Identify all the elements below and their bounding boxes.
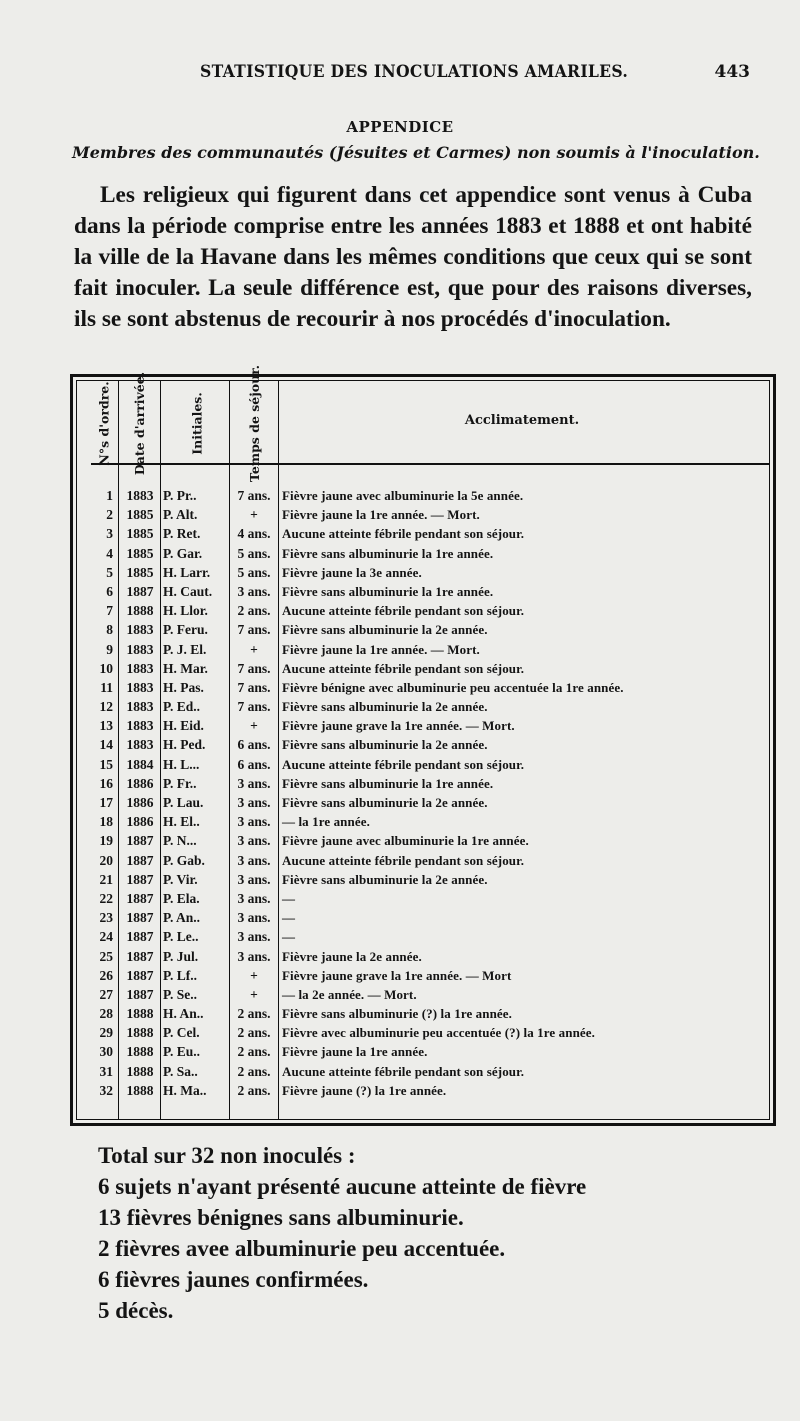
appendix-title: APPENDICE [346, 118, 454, 136]
table-row [77, 755, 769, 774]
row-duration: 3 ans. [237, 833, 271, 849]
row-date: 1887 [126, 871, 154, 887]
row-number: 5 [106, 564, 113, 580]
header-date [121, 371, 159, 475]
table-row [77, 1023, 769, 1042]
header-acclimatization: Acclimatement. [464, 413, 580, 428]
row-date: 1883 [126, 641, 154, 657]
row-number: 28 [99, 1006, 113, 1022]
row-acclimatization: Fièvre sans albuminurie la 1re année. [282, 775, 494, 791]
header-duration-label: Temps de séjour. [246, 364, 262, 482]
row-acclimatization: — la 1re année. [282, 814, 370, 830]
row-date: 1887 [126, 986, 154, 1002]
totals-heading: Total sur 32 non inoculés : [98, 1143, 356, 1168]
row-number: 22 [99, 890, 113, 906]
row-duration: 7 ans. [237, 488, 271, 503]
row-number: 12 [99, 699, 113, 715]
row-initials: P. Pr.. [163, 488, 197, 503]
table-row [77, 582, 769, 601]
header-number [91, 380, 117, 466]
row-duration: 3 ans. [237, 795, 271, 810]
statistics-table [70, 364, 776, 1126]
row-acclimatization: Fièvre jaune la 1re année. — Mort. [282, 507, 480, 523]
row-acclimatization: Aucune atteinte fébrile pendant son séjour. [282, 526, 525, 542]
table-row [77, 793, 769, 812]
row-number: 30 [99, 1044, 113, 1060]
row-date: 1887 [126, 967, 154, 983]
row-acclimatization: Fièvre sans albuminurie (?) la 1re année. [282, 1006, 513, 1022]
row-date: 1885 [126, 526, 154, 542]
row-number: 14 [99, 737, 113, 753]
row-initials: P. Sa.. [163, 1063, 198, 1079]
row-acclimatization: Aucune atteinte fébrile pendant son séjour. [282, 660, 525, 676]
row-number: 17 [99, 795, 113, 810]
row-acclimatization: — [282, 910, 296, 926]
row-initials: P. An.. [163, 910, 201, 926]
row-duration: 7 ans. [237, 660, 271, 676]
row-duration: 7 ans. [237, 679, 271, 695]
row-initials: H. Llor. [163, 603, 208, 619]
row-number: 31 [99, 1063, 113, 1079]
running-title: STATISTIQUE DES INOCULATIONS AMARILES. [200, 62, 629, 82]
row-number: 10 [99, 660, 113, 676]
row-duration: 3 ans. [237, 583, 271, 599]
row-date: 1888 [126, 603, 154, 619]
row-date: 1883 [126, 718, 154, 734]
row-date: 1886 [126, 775, 154, 791]
row-date: 1883 [126, 699, 154, 715]
totals-summary [98, 1140, 738, 1326]
row-acclimatization: — la 2e année. — Mort. [282, 986, 417, 1002]
row-duration: 2 ans. [237, 1025, 271, 1041]
totals-line: 5 décès. [98, 1298, 174, 1323]
row-acclimatization: Fièvre sans albuminurie la 2e année. [282, 795, 488, 810]
row-duration: 3 ans. [237, 852, 271, 868]
row-acclimatization: Aucune atteinte fébrile pendant son séjour. [282, 1063, 525, 1079]
row-initials: H. El.. [163, 814, 200, 830]
row-duration: 4 ans. [237, 526, 271, 542]
row-number: 4 [106, 545, 113, 561]
row-initials: P. N... [163, 833, 197, 849]
row-date: 1887 [126, 910, 154, 926]
row-duration: 3 ans. [237, 910, 271, 926]
table-row [77, 1081, 769, 1100]
row-date: 1884 [126, 756, 154, 772]
row-initials: P. Lau. [163, 795, 204, 810]
table-row [77, 889, 769, 908]
row-acclimatization: Fièvre jaune avec albuminurie la 5e année. [282, 488, 524, 503]
header-initials [167, 387, 227, 459]
row-date: 1885 [126, 507, 154, 523]
row-acclimatization: Aucune atteinte fébrile pendant son séjour. [282, 852, 525, 868]
row-initials: P. Fr.. [163, 775, 197, 791]
row-date: 1888 [126, 1044, 154, 1060]
table-row [77, 659, 769, 678]
row-date: 1883 [126, 737, 154, 753]
row-number: 19 [99, 833, 113, 849]
table-row [77, 544, 769, 563]
row-initials: H. Pas. [163, 679, 204, 695]
row-initials: P. Feru. [163, 622, 208, 638]
row-date: 1887 [126, 948, 154, 964]
row-date: 1883 [126, 622, 154, 638]
row-acclimatization: Fièvre jaune avec albuminurie la 1re année. [282, 833, 529, 849]
row-number: 18 [99, 814, 113, 830]
table-row [77, 486, 769, 505]
row-initials: P. Se.. [163, 986, 198, 1002]
table-row [77, 1042, 769, 1061]
row-number: 21 [99, 871, 113, 887]
table-row [77, 1062, 769, 1081]
table-row [77, 966, 769, 985]
header-rule [91, 463, 769, 465]
row-duration: 3 ans. [237, 814, 271, 830]
row-acclimatization: Fièvre avec albuminurie peu accentuée (?) la 1re année. [282, 1025, 595, 1041]
row-number: 23 [99, 910, 113, 926]
totals-line: 6 fièvres jaunes confirmées. [98, 1267, 369, 1292]
table-row [77, 985, 769, 1004]
row-acclimatization: Fièvre jaune (?) la 1re année. [282, 1082, 447, 1098]
row-duration: 5 ans. [237, 564, 271, 580]
row-acclimatization: Aucune atteinte fébrile pendant son séjour. [282, 756, 525, 772]
row-initials: P. J. El. [163, 641, 207, 657]
running-head [0, 62, 800, 90]
table-row [77, 774, 769, 793]
table-row [77, 601, 769, 620]
row-duration: + [250, 967, 258, 983]
table-row [77, 927, 769, 946]
row-date: 1885 [126, 564, 154, 580]
row-acclimatization: Fièvre jaune grave la 1re année. — Mort [282, 967, 512, 983]
row-acclimatization: Fièvre sans albuminurie la 1re année. [282, 545, 494, 561]
row-duration: + [250, 507, 258, 523]
row-number: 1 [106, 488, 113, 503]
appendix-subtitle: Membres des communautés (Jésuites et Carmes) non soumis à l'inoculation. [72, 143, 760, 162]
row-initials: H. L... [163, 756, 200, 772]
header-initials-label: Initiales. [189, 391, 205, 455]
row-date: 1883 [126, 679, 154, 695]
row-number: 25 [99, 948, 113, 964]
row-date: 1888 [126, 1063, 154, 1079]
table-row [77, 947, 769, 966]
row-initials: P. Lf.. [163, 967, 198, 983]
table-row [77, 563, 769, 582]
row-acclimatization: Fièvre sans albuminurie la 1re année. [282, 583, 494, 599]
row-initials: H. Larr. [163, 564, 211, 580]
row-duration: 5 ans. [237, 545, 271, 561]
row-date: 1888 [126, 1082, 154, 1098]
row-acclimatization: Fièvre sans albuminurie la 2e année. [282, 622, 488, 638]
row-acclimatization: Aucune atteinte fébrile pendant son séjour. [282, 603, 525, 619]
row-number: 27 [99, 986, 113, 1002]
row-initials: P. Vir. [163, 871, 198, 887]
row-initials: P. Cel. [163, 1025, 200, 1041]
row-acclimatization: Fièvre jaune la 2e année. [282, 948, 422, 964]
row-initials: H. Mar. [163, 660, 208, 676]
row-duration: 2 ans. [237, 603, 271, 619]
row-date: 1887 [126, 852, 154, 868]
row-date: 1883 [126, 488, 154, 503]
row-acclimatization: — [282, 890, 296, 906]
row-initials: P. Eu.. [163, 1044, 201, 1060]
row-date: 1888 [126, 1006, 154, 1022]
row-number: 7 [106, 603, 113, 619]
row-duration: 7 ans. [237, 622, 271, 638]
row-initials: H. Ped. [163, 737, 206, 753]
row-number: 13 [99, 718, 113, 734]
row-acclimatization: — [282, 929, 296, 945]
row-date: 1888 [126, 1025, 154, 1041]
row-number: 24 [99, 929, 113, 945]
row-duration: 7 ans. [237, 699, 271, 715]
row-duration: 2 ans. [237, 1044, 271, 1060]
row-number: 8 [106, 622, 113, 638]
row-number: 20 [99, 852, 113, 868]
row-date: 1887 [126, 583, 154, 599]
row-acclimatization: Fièvre jaune grave la 1re année. — Mort. [282, 718, 515, 734]
row-number: 26 [99, 967, 113, 983]
row-duration: + [250, 986, 258, 1002]
row-initials: P. Ret. [163, 526, 201, 542]
row-duration: 2 ans. [237, 1006, 271, 1022]
row-date: 1886 [126, 814, 154, 830]
header-duration [231, 364, 277, 482]
row-acclimatization: Fièvre jaune la 1re année. [282, 1044, 428, 1060]
row-initials: P. Gar. [163, 545, 203, 561]
row-initials: H. Ma.. [163, 1082, 207, 1098]
table-row [77, 505, 769, 524]
row-initials: H. An.. [163, 1006, 204, 1022]
row-duration: 2 ans. [237, 1082, 271, 1098]
row-acclimatization: Fièvre bénigne avec albuminurie peu accentuée la 1re année. [282, 679, 624, 695]
totals-line: 2 fièvres avee albuminurie peu accentuée. [98, 1236, 506, 1261]
table-row [77, 831, 769, 850]
table-row [77, 812, 769, 831]
row-initials: P. Ed.. [163, 699, 201, 715]
row-initials: P. Alt. [163, 507, 198, 523]
row-duration: + [250, 718, 258, 734]
row-duration: 2 ans. [237, 1063, 271, 1079]
row-initials: P. Jul. [163, 948, 199, 964]
row-duration: 3 ans. [237, 929, 271, 945]
row-initials: H. Eid. [163, 718, 204, 734]
table-row [77, 640, 769, 659]
table-row [77, 524, 769, 543]
row-duration: 6 ans. [237, 737, 271, 753]
table-row [77, 716, 769, 735]
row-duration: 6 ans. [237, 756, 271, 772]
table-row [77, 870, 769, 889]
table-row [77, 1004, 769, 1023]
table-row [77, 735, 769, 754]
header-number-label: N°s d'ordre. [96, 380, 112, 466]
header-date-label: Date d'arrivée. [132, 371, 148, 475]
row-duration: + [250, 641, 258, 657]
row-date: 1887 [126, 929, 154, 945]
row-number: 16 [99, 775, 113, 791]
row-initials: P. Ela. [163, 890, 200, 906]
table-row [77, 908, 769, 927]
row-acclimatization: Fièvre sans albuminurie la 2e année. [282, 871, 488, 887]
row-duration: 3 ans. [237, 890, 271, 906]
table-row [77, 851, 769, 870]
row-date: 1887 [126, 890, 154, 906]
row-duration: 3 ans. [237, 948, 271, 964]
row-initials: P. Le.. [163, 929, 199, 945]
totals-line: 13 fièvres bénignes sans albuminurie. [98, 1205, 464, 1230]
intro-paragraph: Les religieux qui figurent dans cet appendice sont venus à Cuba dans la période comprise entre les années 1883 et 1888 et ont habité la ville de la Havane dans les mêmes conditions que ceux qui se sont fait inoculer. La seule différence est, que pour des raisons diverses, ils se sont abstenus de recourir à nos procédés d'inoculation. [74, 182, 752, 332]
table-body [77, 486, 769, 1100]
row-number: 2 [106, 507, 113, 523]
row-duration: 3 ans. [237, 871, 271, 887]
row-acclimatization: Fièvre sans albuminurie la 2e année. [282, 737, 488, 753]
row-number: 15 [99, 756, 113, 772]
row-date: 1887 [126, 833, 154, 849]
row-duration: 3 ans. [237, 775, 271, 791]
row-number: 32 [99, 1082, 113, 1098]
row-acclimatization: Fièvre jaune la 1re année. — Mort. [282, 641, 480, 657]
row-date: 1883 [126, 660, 154, 676]
table-row [77, 678, 769, 697]
row-acclimatization: Fièvre jaune la 3e année. [282, 564, 422, 580]
row-acclimatization: Fièvre sans albuminurie la 2e année. [282, 699, 488, 715]
row-initials: H. Caut. [163, 583, 213, 599]
row-date: 1886 [126, 795, 154, 810]
page-number: 443 [714, 62, 750, 82]
row-date: 1885 [126, 545, 154, 561]
row-number: 11 [100, 679, 113, 695]
table-inner-frame [76, 364, 770, 1120]
row-number: 6 [106, 583, 113, 599]
totals-line: 6 sujets n'ayant présenté aucune atteinte de fièvre [98, 1174, 587, 1199]
row-number: 9 [106, 641, 113, 657]
row-initials: P. Gab. [163, 852, 205, 868]
row-number: 29 [99, 1025, 113, 1041]
table-row [77, 697, 769, 716]
table-row [77, 620, 769, 639]
row-number: 3 [106, 526, 113, 542]
